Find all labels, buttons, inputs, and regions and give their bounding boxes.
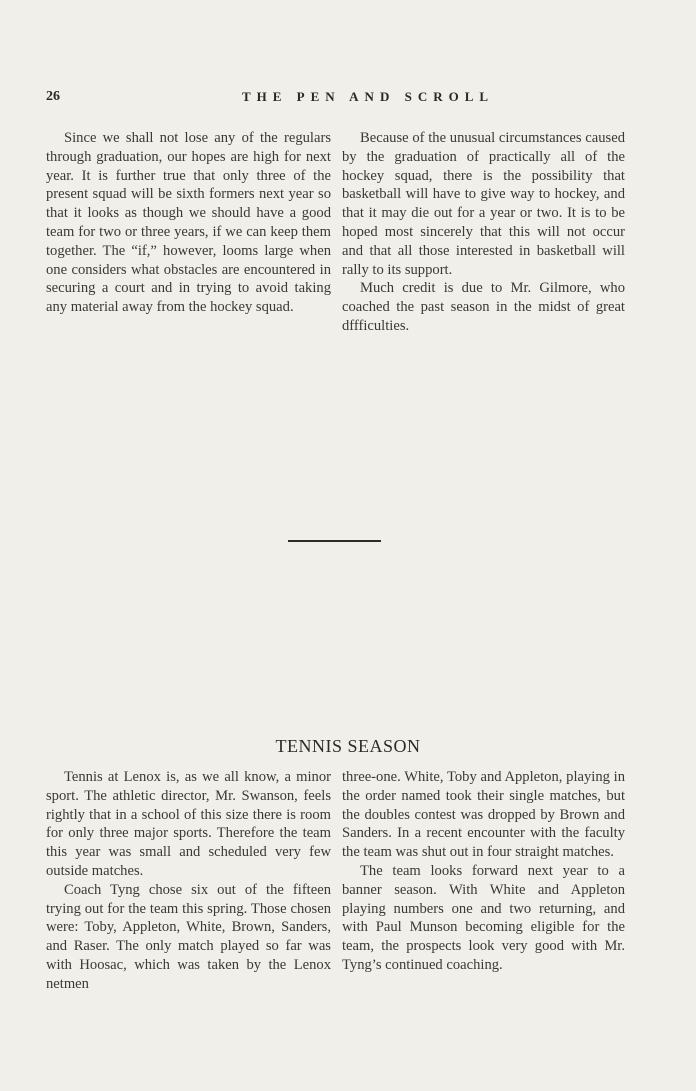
paragraph: three-one. White, Toby and Appleton, playing in the order named took their single matches, but the doubles contest was dropped by Brown and Sanders. In a recent encounter with the faculty the team was shut out in four straight matches. [342,769,625,861]
basketball-right-column [342,129,625,336]
section-divider [288,540,381,542]
paragraph: Because of the unusual circumstances caused by the graduation of practically all of the hockey squad, there is the possibility that basketball will have to give way to hockey, and that it may die out for a year or two. It is to be hoped most sincerely that this will not occur and that all those interested in basketball will rally to its support. [342,130,625,278]
paragraph: Much credit is due to Mr. Gilmore, who coached the past season in the midst of great dffficulties. [342,280,625,334]
page-number: 26 [46,89,60,104]
tennis-right-column [342,768,625,975]
paragraph: Coach Tyng chose six out of the fifteen trying out for the team this spring. Those chosen were: Toby, Appleton, White, Brown, Sanders, and Raser. The only match played so far was with Hoosac, which was taken by the Lenox netmen [46,881,331,992]
paragraph: Tennis at Lenox is, as we all know, a minor sport. The athletic director, Mr. Swanson, feels rightly that in a school of this size there is room for only three major sports. Therefore the team this year was small and scheduled very few outside matches. [46,769,331,879]
paragraph: The team looks forward next year to a banner season. With White and Appleton playing numbers one and two returning, and with Paul Munson becoming eligible for the team, the prospects look very good with Mr. Tyng’s continued coaching. [342,862,625,973]
tennis-left-column [46,768,331,994]
paragraph: Since we shall not lose any of the regulars through graduation, our hopes are high for next year. It is further true that only three of the present squad will be sixth formers next year so that it looks as though we should have a good team for two or three years, if we can keep them together. The “if,” however, looms large when one considers what obstacles are encountered in securing a court and in trying to avoid taking any material away from the hockey squad. [46,130,331,316]
running-title: THE PEN AND SCROLL [241,89,495,104]
basketball-left-column [46,129,331,317]
section-title: TENNIS SEASON [275,736,421,756]
page-header [46,89,650,109]
